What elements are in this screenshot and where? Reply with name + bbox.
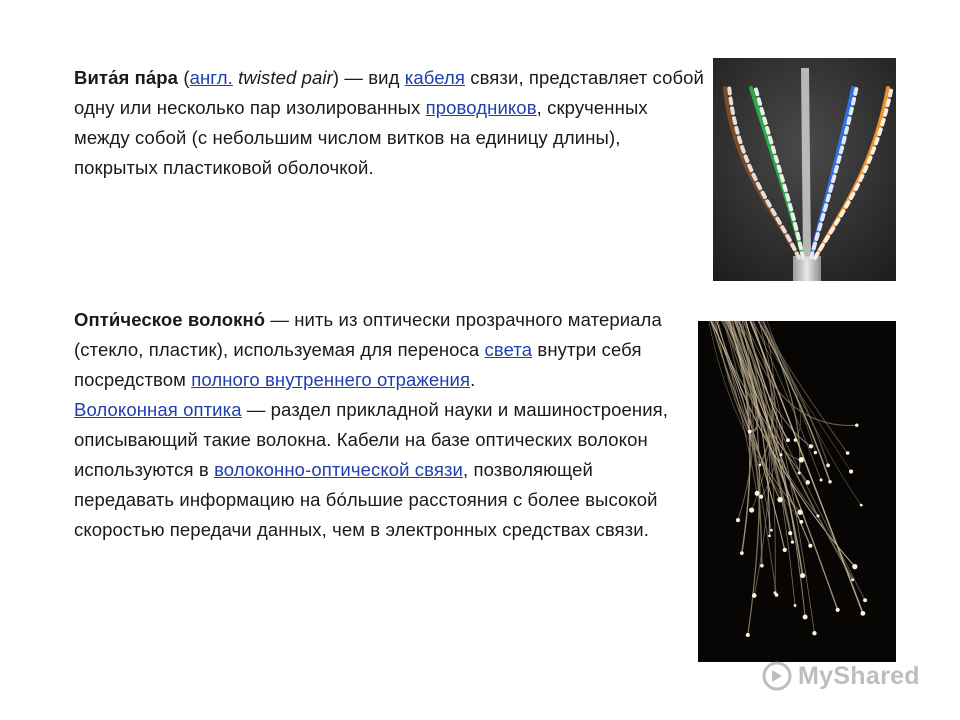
fiber-tip-glow bbox=[783, 548, 787, 552]
fiber-tip-glow bbox=[794, 438, 798, 442]
fiber-tip-glow bbox=[759, 464, 762, 467]
fiber-tip-glow bbox=[852, 564, 857, 569]
fiber-tip-glow bbox=[791, 540, 794, 543]
optical-fiber-paragraph bbox=[74, 305, 684, 545]
text-segment: — нить из оптически прозрачного материала (стекло, пластик), используемая для переноса bbox=[74, 309, 662, 360]
fiber-tip-glow bbox=[826, 463, 830, 467]
fiber-tip-glow bbox=[760, 564, 764, 568]
fiber-tip-glow bbox=[788, 531, 792, 535]
fiber-tip-glow bbox=[748, 430, 752, 434]
fiber-tip-glow bbox=[812, 631, 816, 635]
fiber-tip-glow bbox=[794, 604, 797, 607]
text-segment: — раздел прикладной науки и машиностроения, описывающий такие волокна. Кабели на базе оптических волокон используются в bbox=[74, 399, 668, 480]
fiber-tip-glow bbox=[759, 495, 763, 499]
cable-illustration bbox=[713, 58, 896, 281]
optical-fiber-term: Опти́ческое волокно́ bbox=[74, 309, 266, 330]
fiber-tip-glow bbox=[803, 615, 808, 620]
fiber-tip-glow bbox=[800, 573, 805, 578]
fiber-tip-glow bbox=[770, 529, 773, 532]
fiber-tip-glow bbox=[816, 514, 819, 517]
link-total-internal-reflection[interactable]: полного внутреннего отражения bbox=[191, 369, 471, 390]
link-fiber-optic-communication[interactable]: волоконно-оптической связи bbox=[214, 459, 463, 480]
fiber-tip-glow bbox=[736, 518, 740, 522]
text-segment: ) — вид bbox=[332, 67, 405, 88]
fiber-tip-glow bbox=[768, 534, 771, 537]
text-segment: связи, представляет собой одну или несколько пар изолированных bbox=[74, 67, 704, 118]
fiber-tip-glow bbox=[775, 593, 779, 597]
fiber-tip-glow bbox=[746, 633, 750, 637]
fiber-tip-glow bbox=[828, 480, 831, 483]
link-cable[interactable]: кабеля bbox=[404, 67, 465, 88]
fiber-tip-glow bbox=[861, 611, 866, 616]
fiber-tip-glow bbox=[849, 470, 853, 474]
optical-fiber-bundle-photo bbox=[698, 321, 896, 662]
fiber-tip-glow bbox=[797, 510, 802, 515]
twisted-pair-cable-photo bbox=[713, 58, 896, 281]
link-light[interactable]: света bbox=[484, 339, 533, 360]
fiber-tip-glow bbox=[809, 444, 813, 448]
text-segment: . bbox=[470, 369, 476, 390]
fiber-tip-glow bbox=[808, 544, 812, 548]
fiber-tip-glow bbox=[814, 451, 817, 454]
link-fiber-optics[interactable]: Волоконная оптика bbox=[74, 399, 242, 420]
fiber-tip-glow bbox=[851, 578, 854, 581]
fiber-tip-glow bbox=[799, 520, 803, 524]
fiber-tip-glow bbox=[798, 471, 801, 474]
watermark-text: MyShared bbox=[798, 661, 920, 690]
fiber-tip-glow bbox=[749, 508, 754, 513]
foreign-term: twisted pair bbox=[232, 67, 333, 88]
text-segment: внутри себя посредством bbox=[74, 339, 642, 390]
text-segment: ( bbox=[178, 67, 190, 88]
text-segment: , позволяющей передавать информацию на бо́льшие расстояния с более высокой скоростью передачи данных, чем в электронных средствах связи. bbox=[74, 459, 658, 540]
fiber-tip-glow bbox=[836, 608, 840, 612]
link-english[interactable]: англ. bbox=[189, 67, 233, 88]
myshared-watermark bbox=[762, 652, 952, 700]
fiber-tip-glow bbox=[752, 593, 757, 598]
twisted-pair-term: Вита́я па́ра bbox=[74, 67, 179, 88]
fiber-tip-glow bbox=[777, 497, 782, 502]
text-segment: , скрученных между собой (с небольшим числом витков на единицу длины), покрытых пластиковой оболочкой. bbox=[74, 97, 648, 178]
fiber-tip-glow bbox=[846, 451, 850, 455]
fiber-tip-glow bbox=[786, 438, 790, 442]
fiber-illustration bbox=[698, 321, 896, 662]
myshared-logo-icon bbox=[762, 661, 792, 691]
fiber-tip-glow bbox=[860, 504, 863, 507]
fiber-tip-glow bbox=[740, 551, 744, 555]
fiber-tip-glow bbox=[779, 453, 782, 456]
link-conductors[interactable]: проводников bbox=[425, 97, 537, 118]
fiber-tip-glow bbox=[820, 478, 823, 481]
fiber-tip-glow bbox=[863, 598, 867, 602]
twisted-pair-paragraph bbox=[74, 63, 704, 183]
fiber-tip-glow bbox=[799, 457, 804, 462]
fiber-tip-glow bbox=[755, 491, 760, 496]
fiber-tip-glow bbox=[855, 424, 858, 427]
fiber-tip-glow bbox=[806, 480, 810, 484]
